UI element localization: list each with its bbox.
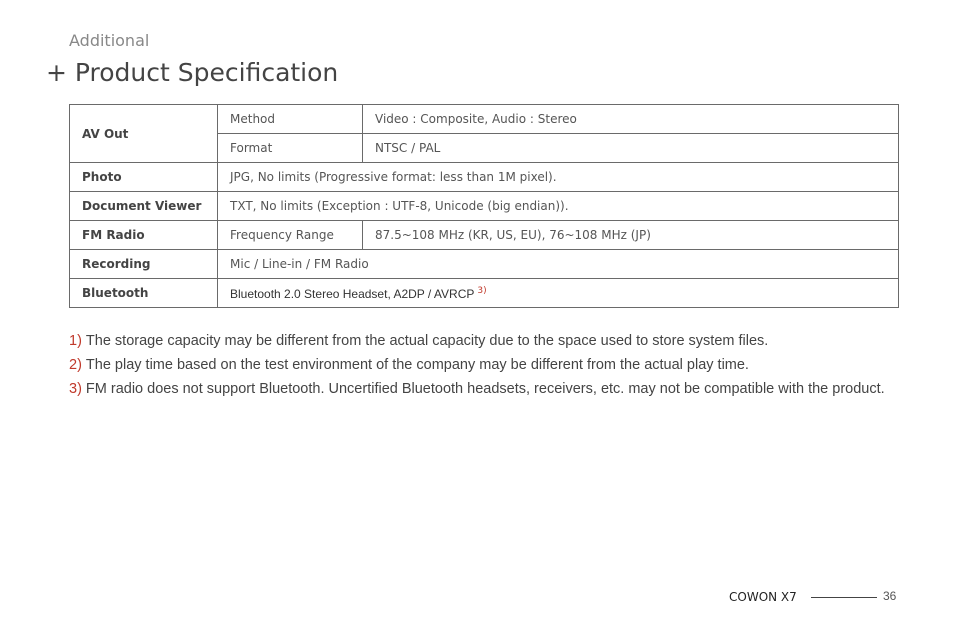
spec-sublabel-format: Format (218, 134, 363, 163)
spec-value-bluetooth-cell (218, 279, 899, 308)
table-row (70, 250, 899, 279)
footnotes-list (69, 332, 899, 404)
spec-value-recording: Mic / Line-in / FM Radio (218, 250, 899, 279)
spec-sublabel-frequency-range: Frequency Range (218, 221, 363, 250)
spec-value-photo: JPG, No limits (Progressive format: less than 1M pixel). (218, 163, 899, 192)
table-row (70, 105, 899, 134)
spec-category-av-out: AV Out (70, 105, 218, 163)
footnote-number: 3) (69, 381, 82, 397)
footnote-ref: 3) (477, 285, 487, 296)
footnote-text: The play time based on the test environment of the company may be different from the actual play time. (85, 357, 749, 373)
table-row (70, 163, 899, 192)
spec-category-recording: Recording (70, 250, 218, 279)
footnote-number: 2) (69, 357, 82, 373)
spec-value-frequency-range: 87.5~108 MHz (KR, US, EU), 76~108 MHz (JP) (363, 221, 899, 250)
table-row (70, 192, 899, 221)
table-row (70, 221, 899, 250)
table-row (70, 279, 899, 308)
section-label: Additional (69, 31, 150, 50)
spec-category-fm-radio: FM Radio (70, 221, 218, 250)
spec-category-document-viewer: Document Viewer (70, 192, 218, 221)
footnote-number: 1) (69, 333, 82, 349)
footnote-item (69, 380, 899, 399)
spec-sublabel-method: Method (218, 105, 363, 134)
footnote-item (69, 356, 899, 375)
footer-divider (811, 597, 877, 598)
spec-value-document-viewer: TXT, No limits (Exception : UTF-8, Unicode (big endian)). (218, 192, 899, 221)
spec-value-bluetooth: Bluetooth 2.0 Stereo Headset, A2DP / AVRCP (230, 286, 475, 301)
spec-category-photo: Photo (70, 163, 218, 192)
spec-category-bluetooth: Bluetooth (70, 279, 218, 308)
footnote-text: FM radio does not support Bluetooth. Uncertified Bluetooth headsets, receivers, etc. may not be compatible with the product. (85, 381, 885, 397)
footer-brand: COWON X7 (729, 590, 797, 604)
spec-table (69, 104, 899, 308)
footnote-text: The storage capacity may be different from the actual capacity due to the space used to store system files. (85, 333, 769, 349)
spec-value-format: NTSC / PAL (363, 134, 899, 163)
footnote-item (69, 332, 899, 351)
spec-value-method: Video : Composite, Audio : Stereo (363, 105, 899, 134)
page-title: + Product Specification (46, 58, 339, 87)
page-number: 36 (883, 589, 897, 603)
